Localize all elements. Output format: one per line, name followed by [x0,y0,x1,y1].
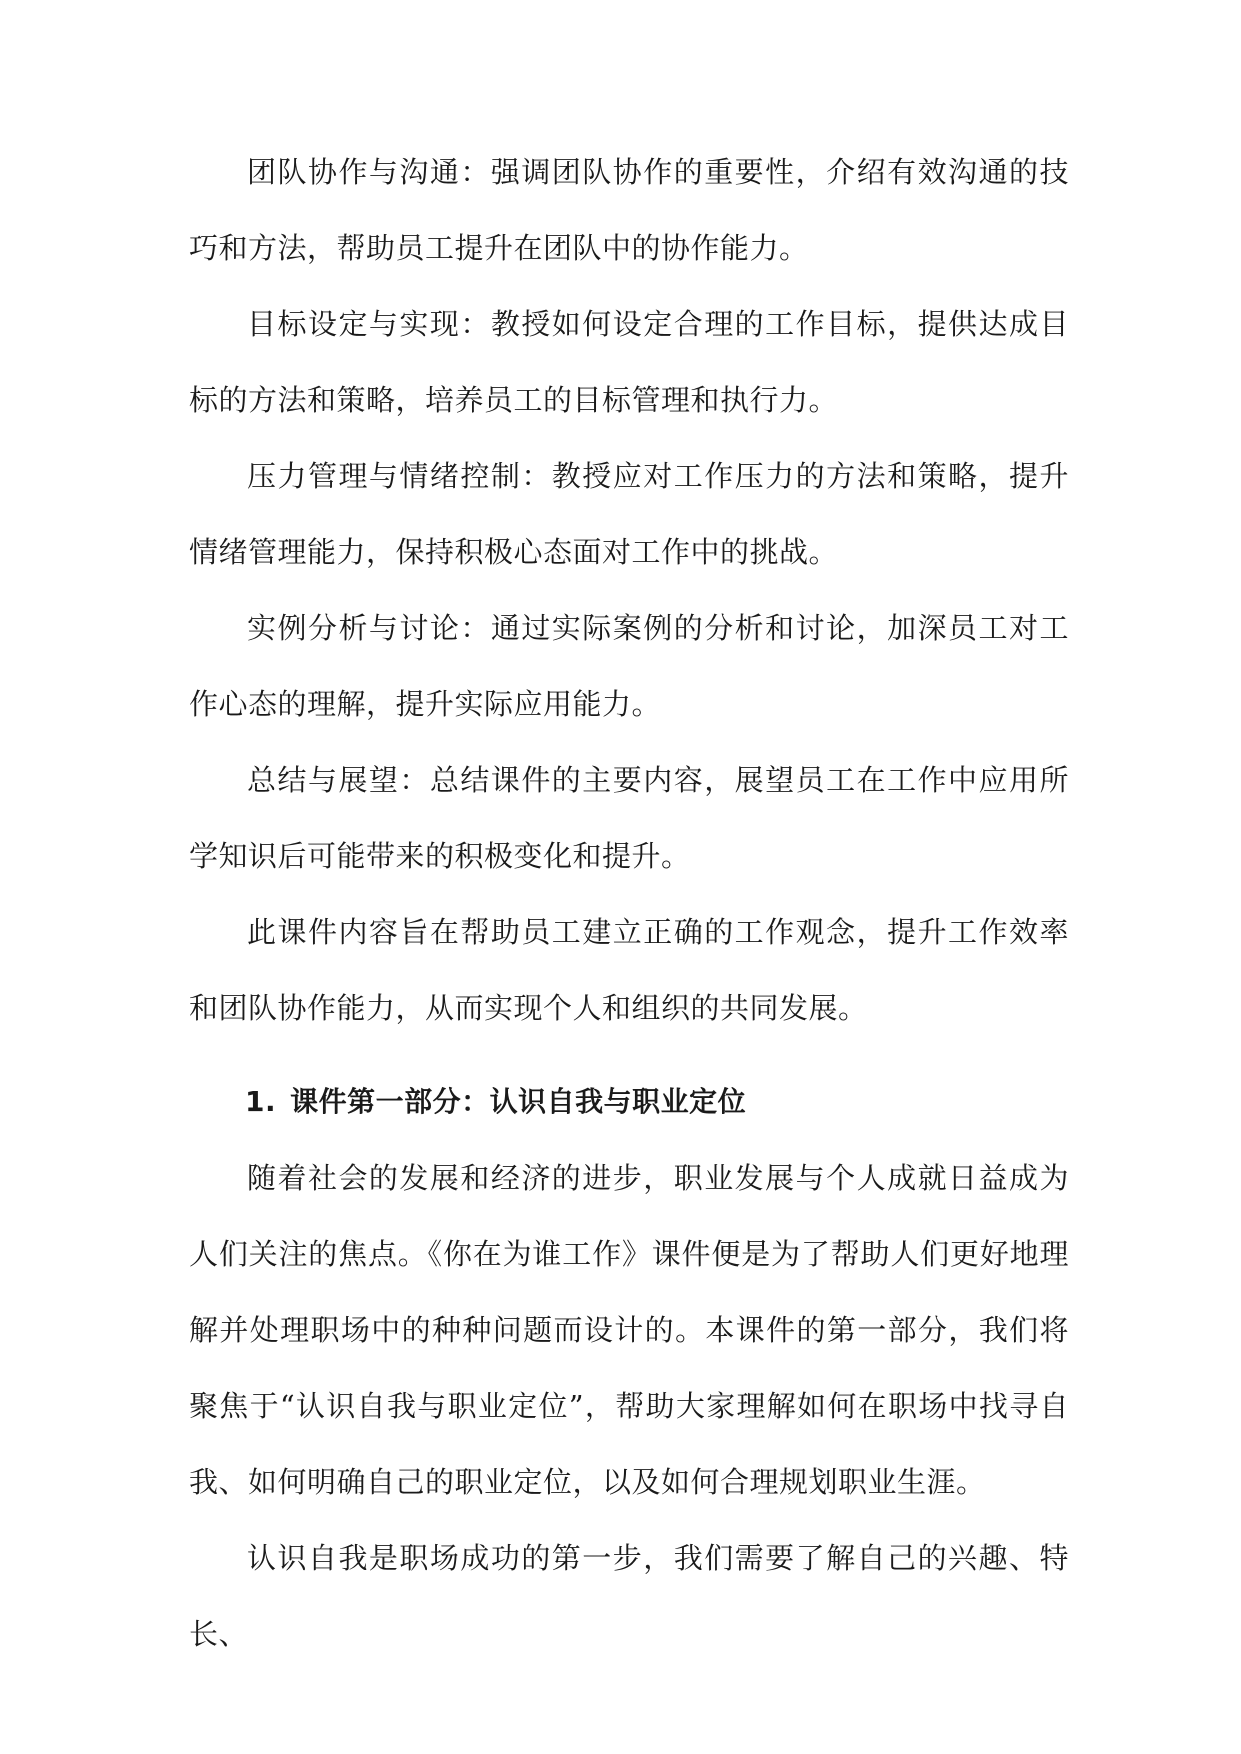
paragraph-summary: 总结与展望：总结课件的主要内容，展望员工在工作中应用所学知识后可能带来的积极变化和提升。 [189,763,1069,873]
paragraph-self-awareness: 认识自我是职场成功的第一步，我们需要了解自己的兴趣、特长、 [189,1541,1069,1651]
paragraph-goal-setting: 目标设定与实现：教授如何设定合理的工作目标，提供达成目标的方法和策略，培养员工的目标管理和执行力。 [189,307,1069,417]
paragraph-case-analysis: 实例分析与讨论：通过实际案例的分析和讨论，加深员工对工作心态的理解，提升实际应用能力。 [189,611,1069,721]
paragraph-teamwork: 团队协作与沟通：强调团队协作的重要性，介绍有效沟通的技巧和方法，帮助员工提升在团队中的协作能力。 [189,155,1069,265]
section-heading [189,1064,1069,1140]
section-body [189,1140,1069,1672]
section-number: 1. [245,1085,277,1118]
document-body [189,134,1069,1672]
section-title: 课件第一部分：认识自我与职业定位 [290,1085,747,1118]
paragraph-purpose: 此课件内容旨在帮助员工建立正确的工作观念，提升工作效率和团队协作能力，从而实现个人和组织的共同发展。 [189,915,1069,1025]
paragraph-stress-management: 压力管理与情绪控制：教授应对工作压力的方法和策略，提升情绪管理能力，保持积极心态面对工作中的挑战。 [189,459,1069,569]
paragraph-intro: 随着社会的发展和经济的进步，职业发展与个人成就日益成为人们关注的焦点。《你在为谁工作》课件便是为了帮助人们更好地理解并处理职场中的种种问题而设计的。本课件的第一部分，我们将聚焦于“认识自我与职业定位”，帮助大家理解如何在职场中找寻自我、如何明确自己的职业定位，以及如何合理规划职业生涯。 [189,1161,1069,1499]
